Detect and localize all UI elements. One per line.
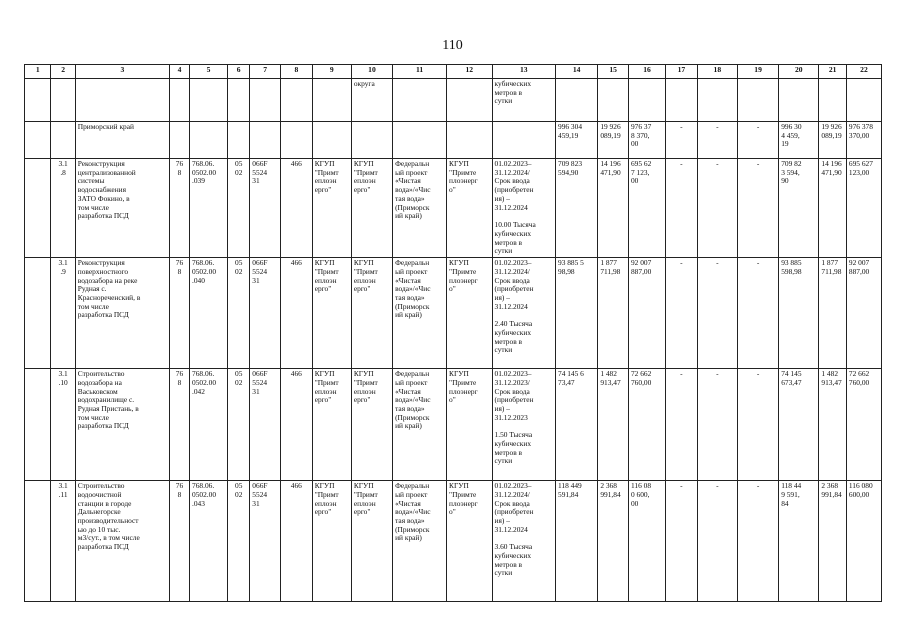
amount-cell: 116 08 0 600, 00	[628, 481, 665, 602]
row-number: 3.1 .9	[51, 258, 75, 369]
dash-cell: -	[737, 481, 778, 602]
dash-cell: -	[737, 369, 778, 481]
code-cell: 466	[280, 258, 312, 369]
amount-cell: 14 196 471,90	[598, 159, 629, 258]
object-name: Реконструкция поверхностного водозабора на реке Рудная с. Краснореченский, в том числе разработка ПСД	[75, 258, 169, 369]
object-name: Строительство водоочистной станции в городе Дальнегорске производительност ью до 10 тыс. м3/сут., в том числе разработка ПСД	[75, 481, 169, 602]
row-number: 3.1 .11	[51, 481, 75, 602]
project-cell: Федеральн ый проект «Чистая вода»/«Чис тая вода» (Приморск ий край)	[393, 159, 447, 258]
org-cell: КГУП "Примт еплоэн ерго"	[312, 258, 351, 369]
column-header: 17	[666, 65, 698, 79]
column-header: 19	[737, 65, 778, 79]
column-header: 5	[190, 65, 228, 79]
org-cell: КГУП "Примте плоэнерг о"	[447, 481, 492, 602]
amount-cell: 695 62 7 123, 00	[628, 159, 665, 258]
table-row	[25, 481, 882, 602]
amount-cell: 976 378 370,00	[846, 122, 881, 159]
column-header: 20	[779, 65, 819, 79]
period-capacity-cell: 01.02.2023– 31.12.2024/ Срок ввода (приобретен ия) – 31.12.2024 2.40 Тысяча кубических метров в сутки	[492, 258, 555, 369]
column-header: 10	[351, 65, 392, 79]
code-cell: 066F 5524 31	[250, 481, 281, 602]
amount-cell: 695 627 123,00	[846, 159, 881, 258]
amount-cell: 2 368 991,84	[819, 481, 847, 602]
column-header: 21	[819, 65, 847, 79]
row-number: 3.1 .10	[51, 369, 75, 481]
column-header: 22	[846, 65, 881, 79]
amount-cell: 92 007 887,00	[846, 258, 881, 369]
column-header: 14	[556, 65, 598, 79]
amount-cell: 93 885 598,98	[779, 258, 819, 369]
org-cell: КГУП "Примте плоэнерг о"	[447, 258, 492, 369]
column-header: 7	[250, 65, 281, 79]
dash-cell: -	[697, 122, 737, 159]
org-cell: КГУП "Примт еплоэн ерго"	[351, 258, 392, 369]
dash-cell: -	[666, 159, 698, 258]
column-header: 2	[51, 65, 75, 79]
program-table	[24, 64, 882, 602]
code-cell: 466	[280, 369, 312, 481]
dash-cell: -	[697, 258, 737, 369]
region-total-row	[25, 122, 882, 159]
dash-cell: -	[697, 481, 737, 602]
dash-cell: -	[697, 159, 737, 258]
code-cell: 768.06. 0502.00 .042	[190, 369, 228, 481]
org-cell: КГУП "Примте плоэнерг о"	[447, 159, 492, 258]
column-header: 13	[492, 65, 555, 79]
column-header: 3	[75, 65, 169, 79]
amount-cell: 72 662 760,00	[846, 369, 881, 481]
amount-cell: 92 007 887,00	[628, 258, 665, 369]
table-row	[25, 258, 882, 369]
code-cell: 76 8	[169, 369, 189, 481]
period-capacity-cell: 01.02.2023– 31.12.2024/ Срок ввода (приобретен ия) – 31.12.2024 3.60 Тысяча кубических метров в сутки	[492, 481, 555, 602]
amount-cell: 74 145 6 73,47	[556, 369, 598, 481]
column-header: 16	[628, 65, 665, 79]
amount-cell: 709 823 594,90	[556, 159, 598, 258]
column-header: 9	[312, 65, 351, 79]
org-cell: КГУП "Примт еплоэн ерго"	[351, 481, 392, 602]
region-name: Приморский край	[75, 122, 169, 159]
amount-cell: 1 482 913,47	[598, 369, 629, 481]
page-number: 110	[442, 38, 463, 53]
amount-cell: 19 926 089,19	[819, 122, 847, 159]
org-cell: КГУП "Примте плоэнерг о"	[447, 369, 492, 481]
amount-cell: 116 080 600,00	[846, 481, 881, 602]
amount-cell: 1 877 711,98	[819, 258, 847, 369]
code-cell: 066F 5524 31	[250, 159, 281, 258]
org-cell: КГУП "Примт еплоэн ерго"	[312, 159, 351, 258]
empty-cell	[25, 159, 51, 258]
amount-cell: 118 449 591,84	[556, 481, 598, 602]
project-cell: Федеральн ый проект «Чистая вода»/«Чис тая вода» (Приморск ий край)	[393, 481, 447, 602]
dash-cell: -	[737, 159, 778, 258]
column-header: 11	[393, 65, 447, 79]
code-cell: 466	[280, 481, 312, 602]
table-row	[25, 159, 882, 258]
org-cell: КГУП "Примт еплоэн ерго"	[351, 369, 392, 481]
continuation-row	[25, 79, 882, 122]
amount-cell: 2 368 991,84	[598, 481, 629, 602]
dash-cell: -	[666, 481, 698, 602]
column-header: 12	[447, 65, 492, 79]
code-cell: 05 02	[228, 481, 250, 602]
amount-cell: 19 926 089,19	[598, 122, 629, 159]
cell-text: округа	[351, 79, 392, 122]
object-name: Реконструкция централизованной системы водоснабжения ЗАТО Фокино, в том числе разработка ПСД	[75, 159, 169, 258]
row-number: 3.1 .8	[51, 159, 75, 258]
amount-cell: 72 662 760,00	[628, 369, 665, 481]
column-header: 15	[598, 65, 629, 79]
code-cell: 76 8	[169, 481, 189, 602]
period-capacity-cell: 01.02.2023– 31.12.2023/ Срок ввода (приобретен ия) – 31.12.2023 1.50 Тысяча кубических метров в сутки	[492, 369, 555, 481]
cell-text: кубических метров в сутки	[492, 79, 555, 122]
column-header: 8	[280, 65, 312, 79]
column-header: 1	[25, 65, 51, 79]
period-capacity-cell: 01.02.2023– 31.12.2024/ Срок ввода (приобретен ия) – 31.12.2024 10.00 Тысяча кубических метров в сутки	[492, 159, 555, 258]
code-cell: 05 02	[228, 369, 250, 481]
amount-cell: 74 145 673,47	[779, 369, 819, 481]
dash-cell: -	[697, 369, 737, 481]
org-cell: КГУП "Примт еплоэн ерго"	[312, 369, 351, 481]
column-number-row	[25, 65, 882, 79]
code-cell: 05 02	[228, 258, 250, 369]
org-cell: КГУП "Примт еплоэн ерго"	[312, 481, 351, 602]
code-cell: 05 02	[228, 159, 250, 258]
code-cell: 066F 5524 31	[250, 258, 281, 369]
object-name: Строительство водозабора на Васьковском водохранилище с. Рудная Пристань, в том числе разработка ПСД	[75, 369, 169, 481]
column-header: 18	[697, 65, 737, 79]
amount-cell: 976 37 8 370, 00	[628, 122, 665, 159]
amount-cell: 996 304 459,19	[556, 122, 598, 159]
code-cell: 466	[280, 159, 312, 258]
code-cell: 768.06. 0502.00 .040	[190, 258, 228, 369]
column-header: 6	[228, 65, 250, 79]
table-row	[25, 369, 882, 481]
dash-cell: -	[666, 369, 698, 481]
amount-cell: 118 44 9 591, 84	[779, 481, 819, 602]
amount-cell: 14 196 471,90	[819, 159, 847, 258]
project-cell: Федеральн ый проект «Чистая вода»/«Чис тая вода» (Приморск ий край)	[393, 369, 447, 481]
dash-cell: -	[737, 122, 778, 159]
empty-cell	[25, 258, 51, 369]
amount-cell: 1 877 711,98	[598, 258, 629, 369]
project-cell: Федеральн ый проект «Чистая вода»/«Чис тая вода» (Приморск ий край)	[393, 258, 447, 369]
amount-cell: 996 30 4 459, 19	[779, 122, 819, 159]
dash-cell: -	[666, 122, 698, 159]
code-cell: 768.06. 0502.00 .039	[190, 159, 228, 258]
amount-cell: 1 482 913,47	[819, 369, 847, 481]
dash-cell: -	[666, 258, 698, 369]
org-cell: КГУП "Примт еплоэн ерго"	[351, 159, 392, 258]
code-cell: 76 8	[169, 258, 189, 369]
empty-cell	[25, 369, 51, 481]
code-cell: 76 8	[169, 159, 189, 258]
code-cell: 066F 5524 31	[250, 369, 281, 481]
empty-cell	[25, 481, 51, 602]
column-header: 4	[169, 65, 189, 79]
amount-cell: 93 885 5 98,98	[556, 258, 598, 369]
code-cell: 768.06. 0502.00 .043	[190, 481, 228, 602]
dash-cell: -	[737, 258, 778, 369]
amount-cell: 709 82 3 594, 90	[779, 159, 819, 258]
